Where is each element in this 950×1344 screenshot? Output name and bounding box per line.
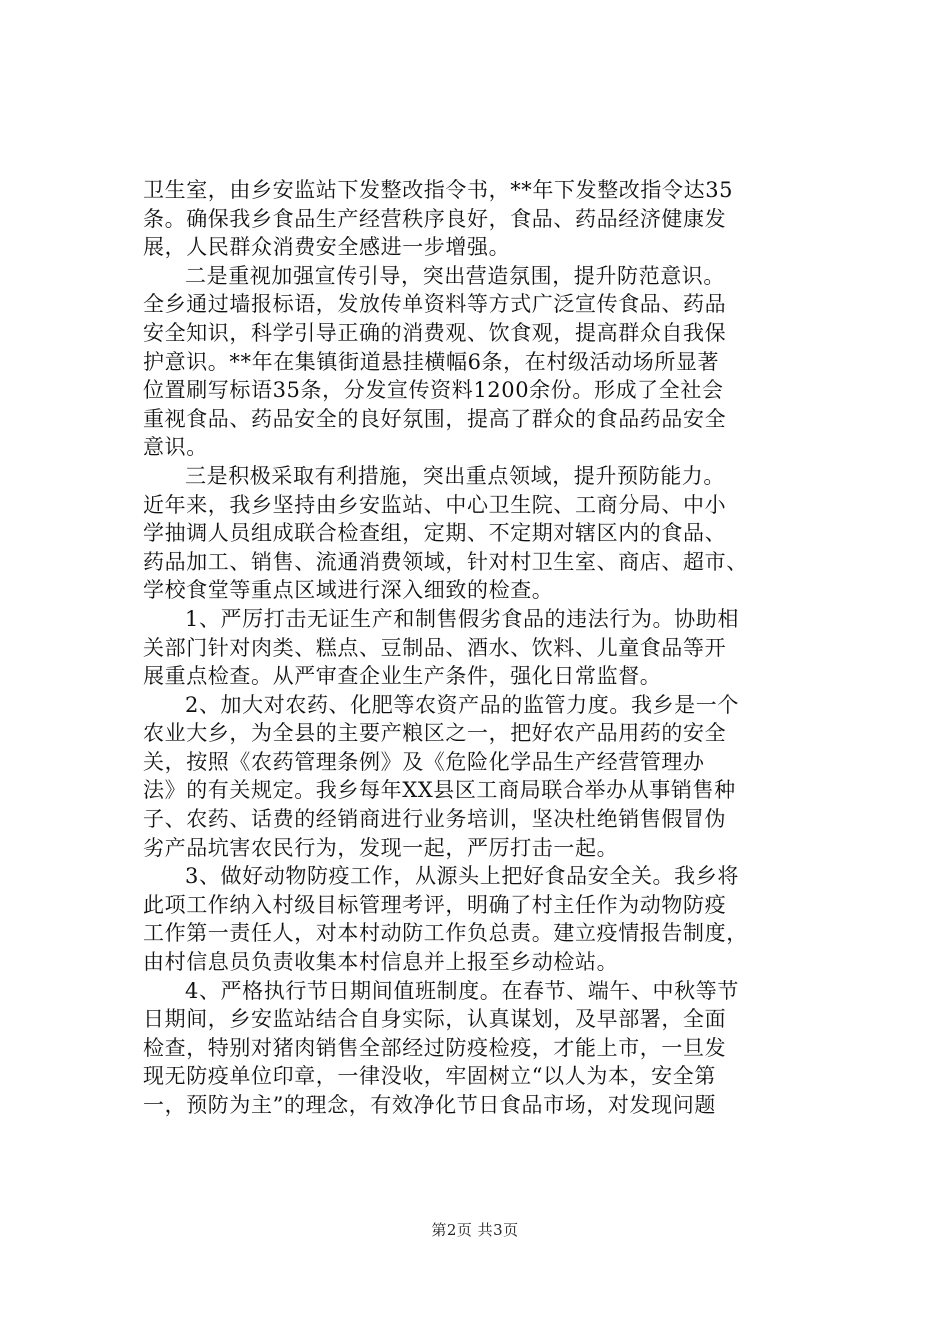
text-line: 学校食堂等重点区域进行深入细致的检查。 [143, 578, 554, 603]
text-line: 现无防疫单位印章，一律没收，牢固树立“以人为本，安全第 [143, 1064, 716, 1089]
text-line: 位置刷写标语35条，分发宣传资料1200余份。形成了全社会 [143, 378, 724, 403]
text-line: 关部门针对肉类、糕点、豆制品、酒水、饮料、儿童食品等开 [143, 635, 727, 660]
text-line: 3、做好动物防疫工作，从源头上把好食品安全关。我乡将 [185, 864, 739, 889]
page-footer: 第2页 共3页 [431, 1221, 519, 1239]
text-line: 药品加工、销售、流通消费领域，针对村卫生室、商店、超市、 [143, 549, 748, 574]
text-line: 法》的有关规定。我乡每年XX县区工商局联合举办从事销售种 [143, 778, 736, 803]
text-line: 1、严厉打击无证生产和制售假劣食品的违法行为。协助相 [185, 606, 739, 631]
text-line: 二是重视加强宣传引导，突出营造氛围，提升防范意识。 [185, 263, 725, 288]
text-line: 全乡通过墙报标语，发放传单资料等方式广泛宣传食品、药品 [143, 292, 727, 317]
text-line: 4、严格执行节日期间值班制度。在春节、端午、中秋等节 [185, 978, 739, 1003]
text-line: 检查，特别对猪肉销售全部经过防疫检疫，才能上市，一旦发 [143, 1035, 727, 1060]
text-line: 重视食品、药品安全的良好氛围，提高了群众的食品药品安全 [143, 406, 727, 431]
document-body [143, 176, 827, 1120]
text-line: 子、农药、话费的经销商进行业务培训，坚决杜绝销售假冒伪 [143, 807, 727, 832]
text-line: 日期间，乡安监站结合自身实际，认真谋划，及早部署，全面 [143, 1007, 727, 1032]
text-line: 展重点检查。从严审查企业生产条件，强化日常监督。 [143, 664, 662, 689]
text-line: 安全知识，科学引导正确的消费观、饮食观，提高群众自我保 [143, 320, 727, 345]
text-line: 学抽调人员组成联合检查组，定期、不定期对辖区内的食品、 [143, 521, 727, 546]
text-line: 关，按照《农药管理条例》及《危险化学品生产经营管理办 [143, 749, 705, 774]
text-line: 意识。 [143, 435, 208, 460]
text-line: 一，预防为主”的理念，有效净化节日食品市场，对发现问题 [143, 1093, 716, 1117]
text-line: 条。确保我乡食品生产经营秩序良好，食品、药品经济健康发 [143, 206, 727, 231]
text-line: 农业大乡，为全县的主要产粮区之一，把好农产品用药的安全 [143, 721, 727, 746]
text-line: 2、加大对农药、化肥等农资产品的监管力度。我乡是一个 [185, 692, 739, 717]
text-line: 卫生室，由乡安监站下发整改指令书，**年下发整改指令达35 [143, 178, 734, 202]
text-line: 三是积极采取有利措施，突出重点领域，提升预防能力。 [185, 463, 725, 488]
text-line: 展，人民群众消费安全感进一步增强。 [143, 235, 511, 260]
text-line: 由村信息员负责收集本村信息并上报至乡动检站。 [143, 950, 619, 975]
text-line: 工作第一责任人，对本村动防工作负总责。建立疫情报告制度， [143, 921, 748, 946]
text-line: 此项工作纳入村级目标管理考评，明确了村主任作为动物防疫 [143, 892, 727, 917]
text-line: 护意识。**年在集镇街道悬挂横幅6条，在村级活动场所显著 [143, 349, 720, 374]
text-line: 近年来，我乡坚持由乡安监站、中心卫生院、工商分局、中小 [143, 492, 727, 517]
text-line: 劣产品坑害农民行为，发现一起，严厉打击一起。 [143, 835, 619, 860]
